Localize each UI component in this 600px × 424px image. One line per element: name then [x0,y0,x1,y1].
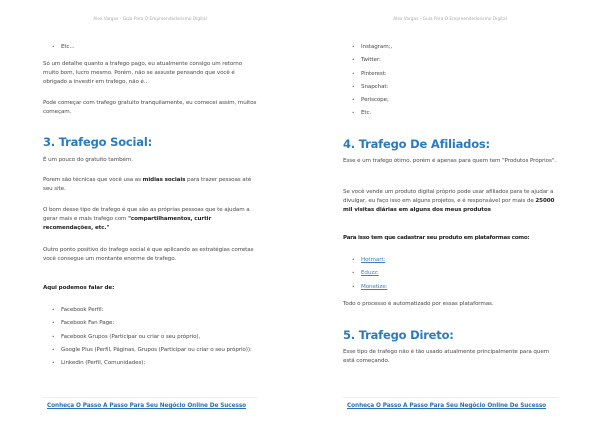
footer-divider [43,397,258,398]
list-item: • Snapchat: [352,83,567,92]
text: para trazer pessoas até seu site. [43,177,252,192]
list-item: • Facebook Fan Page: [52,319,258,328]
paragraph: Pode começar com trafego gratuito tranquilamente, eu comecei assim, muitos começam. [43,100,257,115]
footer-link[interactable]: Conheça O Passo A Passo Para Seu Negócio Online De Sucesso [47,403,247,409]
bullet-list [352,43,567,123]
section-heading: 4. Trafego De Afiliados: [343,137,490,151]
bold-text: "compartilhamentos, curtir recomendações, etc." [43,215,212,231]
list-item [352,283,567,292]
bold-text: midias sociais [142,177,186,183]
list-item: • Etc... [52,43,267,52]
list-item: • Facebook Grupos (Participar ou criar o seu próprio), [52,333,258,342]
bullet-list [52,43,267,56]
list-item: • Etc. [352,109,567,118]
list-item [352,256,567,265]
paragraph: Outro ponto positivo do trafego social é que aplicando as estratégias corretas você consegue um montante enorme de trafego. [43,247,254,262]
paragraph [43,206,258,232]
list-item: • Pinterest: [352,70,567,79]
text: Se você vende um produto digital próprio pode usar afiliados para te ajudar a divulgar, eu faço isso em alguns projetos, e é responsável por mais de [343,189,554,204]
paragraph: É um pouco do gratuito também. [43,157,133,163]
list-item: • Periscope; [352,96,567,105]
paragraph: Só um detalhe quanto a trafego pago, eu atualmente consigo um retorno muito bom, lucro mesmo. Porém, não se assuste pensando que você é obrigado a investir em trafego, não é.. [43,61,243,85]
list-item: • Facebook Perfil: [52,306,258,315]
page-right [300,0,600,424]
paragraph-bold: Para isso tem que cadastrar seu produto em plataformas como: [343,235,530,241]
list-item: • Instagram;, [352,43,567,52]
bold-text: 25000 mil visitas diárias em alguns dos meus produtos [343,197,555,213]
eduzz-link[interactable]: Eduzz: [361,270,379,277]
link-list [352,256,567,296]
paragraph [343,188,558,214]
page-header: Alex Vargas - Guia Para O Empreendedorismo Digital [393,17,507,22]
paragraph [43,176,258,194]
section-heading: 3. Trafego Social: [43,135,152,149]
section-heading: 5. Trafego Direto: [343,328,454,342]
hotmart-link[interactable]: Hotmart: [361,257,386,263]
text: Porem são técnicas que você usa as [43,177,143,183]
list-item: • Linkedin (Perfil, Comunidades); [52,359,258,368]
footer-divider [343,397,558,398]
list-item: • Google Plus (Perfil, Páginas, Grupos (Participar ou criar o seu próprio)): [52,346,258,355]
paragraph: Esse tipo de trafego não é tão usado atualmente principalmente para quem está começando. [343,349,550,364]
page-header: Alex Vargas - Guia Para O Empreendedorismo Digital [93,17,207,22]
paragraph: Todo o processo é automatizado por essas plataformas. [343,301,494,307]
monetize-link[interactable]: Monetize: [361,283,388,290]
paragraph: Esse é um trafego ótimo, porém é apenas para quem tem "Produtos Próprios". [343,158,556,164]
list-item: • Twitter: [352,56,567,65]
list-item [352,269,567,278]
paragraph-bold: Aqui podemos falar de: [43,285,115,291]
footer-link[interactable]: Conheça O Passo A Passo Para Seu Negócio Online De Sucesso [347,403,547,409]
text: O bom desse tipo de trafego é que são as próprias pessoas que te ajudam a gerar mais e mais trafego com [43,207,250,222]
bullet-list [52,306,258,372]
